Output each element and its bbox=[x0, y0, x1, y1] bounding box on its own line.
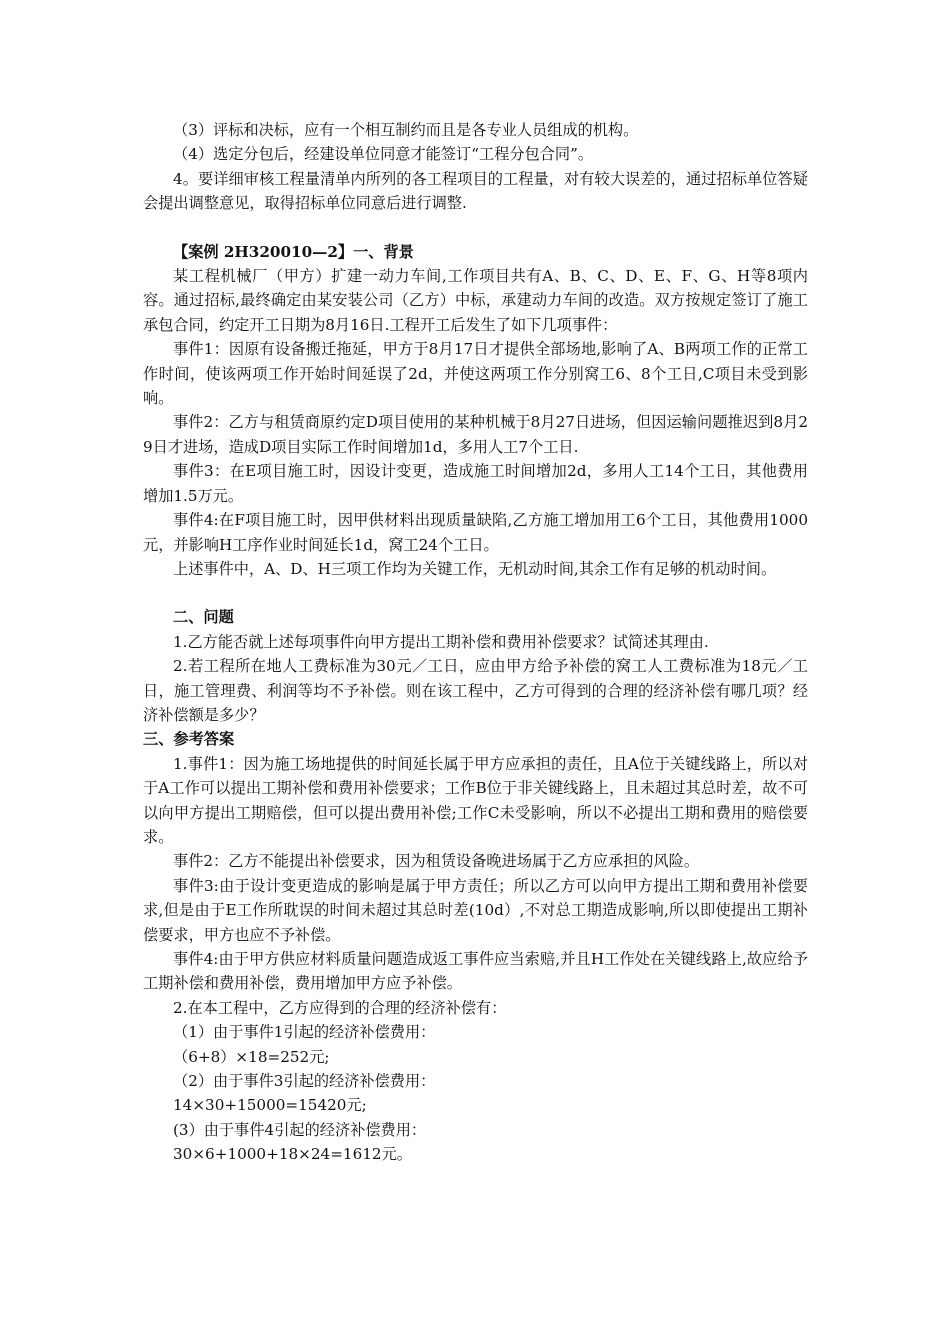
questions-title: 二、问题 bbox=[173, 608, 234, 627]
spacer bbox=[143, 581, 808, 605]
calc-item-2-label: （2）由于事件3引起的经济补偿费用： bbox=[173, 1072, 436, 1091]
intro-paragraph-3: 4。要详细审核工程量清单内所列的各工程项目的工程量，对有较大误差的，通过招标单位答疑会提出调整意见，取得招标单位同意后进行调整. bbox=[143, 169, 808, 213]
spacer bbox=[143, 216, 808, 240]
calc-item-1-formula: （6+8）×18=252元; bbox=[173, 1047, 330, 1066]
calc-item-1-label: （1）由于事件1引起的经济补偿费用： bbox=[173, 1023, 436, 1042]
calc-item-3-label: (3）由于事件4引起的经济补偿费用： bbox=[173, 1120, 427, 1139]
question-2: 2.若工程所在地人工费标准为30元／工日，应由甲方给予补偿的窝工人工费标准为18元／工日，施工管理费、利润等均不予补偿。则在该工程中，乙方可得到的合理的经济补偿有哪几项？经济补偿额是多少？ bbox=[143, 657, 808, 724]
answers-title: 三、参考答案 bbox=[143, 730, 235, 749]
background-paragraph-1: 某工程机械厂（甲方）扩建一动力车间,工作项目共有A、B、C、D、E、F、G、H等8项内容。通过招标,最终确定由某安装公司（乙方）中标，承建动力车间的改造。双方按规定签订了施工承包合同，约定开工日期为8月16日.工程开工后发生了如下几项事件： bbox=[143, 267, 808, 334]
answer-2: 2.在本工程中，乙方应得到的合理的经济补偿有： bbox=[173, 998, 507, 1017]
document-page bbox=[143, 118, 808, 1167]
question-1: 1.乙方能否就上述每项事件向甲方提出工期补偿和费用补偿要求？试简述其理由. bbox=[173, 632, 709, 651]
case-title: 【案例 2H320010—2】一、背景 bbox=[173, 242, 414, 261]
background-event-4: 事件4:在F项目施工时，因甲供材料出现质量缺陷,乙方施工增加用工6个工日，其他费用1000元，并影响H工序作业时间延长1d，窝工24个工日。 bbox=[143, 511, 808, 554]
intro-paragraph-2: （4）选定分包后，经建设单位同意才能签订“工程分包合同”。 bbox=[173, 145, 594, 164]
background-event-1: 事件1：因原有设备搬迁拖延，甲方于8月17日才提供全部场地,影响了A、B两项工作的正常工作时间，使该两项工作开始时间延误了2d，并使这两项工作分别窝工6、8个工日,C项目未受到影响。 bbox=[143, 340, 808, 408]
calc-item-3-formula: 30×6+1000+18×24=1612元。 bbox=[173, 1145, 412, 1164]
answer-1: 1.事件1：因为施工场地提供的时间延长属于甲方应承担的责任，且A位于关键线路上，所以对于A工作可以提出工期补偿和费用补偿要求；工作B位于非关键线路上，且未超过其总时差，故不可以向甲方提出工期赔偿，但可以提出费用补偿;工作C未受影响，所以不必提出工期和费用的赔偿要求。 bbox=[143, 754, 808, 846]
background-summary: 上述事件中，A、D、H三项工作均为关键工作，无机动时间,其余工作有足够的机动时间。 bbox=[173, 559, 777, 578]
answer-event-2: 事件2：乙方不能提出补偿要求，因为租赁设备晚进场属于乙方应承担的风险。 bbox=[173, 852, 700, 871]
calc-item-2-formula: 14×30+15000=15420元; bbox=[173, 1096, 367, 1115]
answer-event-4: 事件4:由于甲方供应材料质量问题造成返工事件应当索赔,并且H工作处在关键线路上,故应给予工期补偿和费用补偿，费用增加甲方应予补偿。 bbox=[143, 950, 808, 993]
background-event-2: 事件2：乙方与租赁商原约定D项目使用的某种机械于8月27日进场，但因运输问题推迟到8月29日才进场，造成D项目实际工作时间增加1d，多用人工7个工日. bbox=[143, 413, 808, 456]
background-event-3: 事件3：在E项目施工时，因设计变更，造成施工时间增加2d，多用人工14个工日，其他费用增加1.5万元。 bbox=[143, 462, 808, 505]
answer-event-3: 事件3:由于设计变更造成的影响是属于甲方责任；所以乙方可以向甲方提出工期和费用补偿要求,但是由于E工作所耽误的时间未超过其总时差(10d）,不对总工期造成影响,所以即使提出工期补偿要求，甲方也应不予补偿。 bbox=[143, 876, 808, 944]
intro-paragraph-1: （3）评标和决标，应有一个相互制约而且是各专业人员组成的机构。 bbox=[173, 121, 639, 139]
